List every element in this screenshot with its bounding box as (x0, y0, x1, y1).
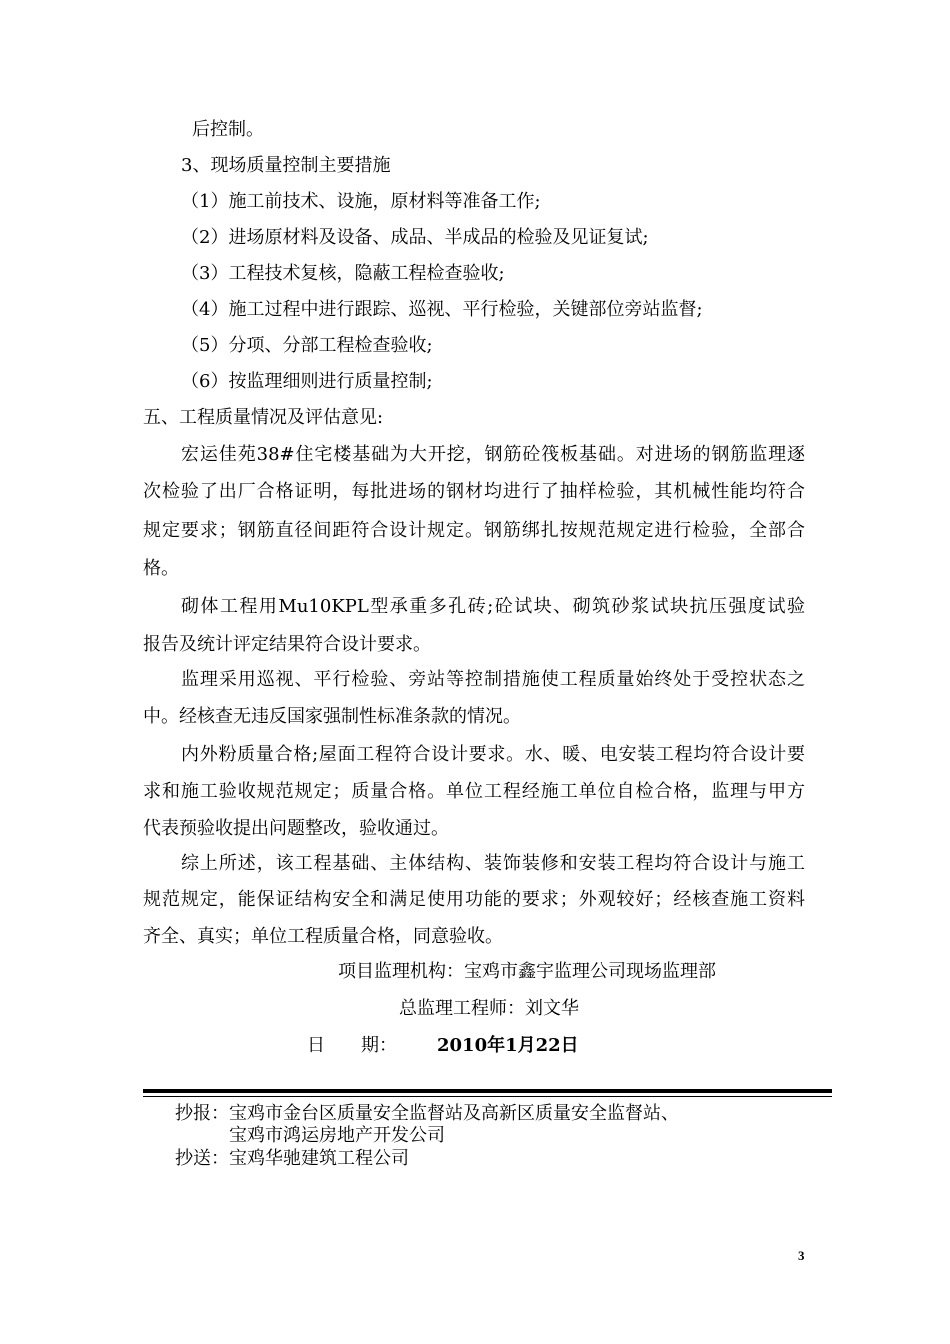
paragraph-line: 监理采用巡视、平行检验、旁站等控制措施使工程质量始终处于受控状态之 (181, 669, 805, 690)
report-to-line: 宝鸡市鸿运房地产开发公司 (229, 1125, 445, 1146)
chief-engineer: 总监理工程师：刘文华 (399, 998, 579, 1019)
report-to-label: 抄报： (175, 1103, 229, 1124)
paragraph-line: 宏运佳苑38#住宅楼基础为大开挖，钢筋砼筏板基础。对进场的钢筋监理逐 (181, 444, 805, 465)
paragraph-line: 中。经核查无违反国家强制性标准条款的情况。 (143, 706, 521, 727)
list-item: （2）进场原材料及设备、成品、半成品的检验及见证复试; (181, 227, 649, 248)
list-item: （3）工程技术复核，隐蔽工程检查验收; (181, 263, 505, 284)
list-item: （1）施工前技术、设施，原材料等准备工作; (181, 191, 541, 212)
divider-thin (143, 1096, 832, 1097)
paragraph-line: 报告及统计评定结果符合设计要求。 (143, 634, 431, 655)
section-heading: 五、工程质量情况及评估意见: (143, 407, 384, 428)
list-item: （5）分项、分部工程检查验收; (181, 335, 433, 356)
paragraph-line: 规定要求；钢筋直径间距符合设计规定。钢筋绑扎按规范规定进行检验，全部合 (143, 520, 805, 541)
paragraph-line: 格。 (143, 558, 179, 579)
copy-to-value: 宝鸡华驰建筑工程公司 (229, 1148, 409, 1169)
paragraph-line: 内外粉质量合格;屋面工程符合设计要求。水、暖、电安装工程均符合设计要 (181, 744, 805, 765)
list-item: （4）施工过程中进行跟踪、巡视、平行检验，关键部位旁站监督; (181, 299, 703, 320)
paragraph-line: 齐全、真实；单位工程质量合格，同意验收。 (143, 926, 503, 947)
divider-thick (143, 1089, 832, 1093)
paragraph-line: 规范规定，能保证结构安全和满足使用功能的要求；外观较好；经核查施工资料 (143, 889, 805, 910)
date-label: 日 期： (307, 1035, 397, 1056)
date-value: 2010年1月22日 (437, 1035, 579, 1056)
section-heading: 3、现场质量控制主要措施 (181, 155, 391, 176)
body-line: 后控制。 (192, 119, 264, 140)
paragraph-line: 砌体工程用Mu10KPL型承重多孔砖;砼试块、砌筑砂浆试块抗压强度试验 (181, 596, 805, 617)
supervision-org: 项目监理机构：宝鸡市鑫宇监理公司现场监理部 (338, 961, 716, 982)
paragraph-line: 代表预验收提出问题整改，验收通过。 (143, 818, 449, 839)
page-number: 3 (798, 1248, 805, 1263)
report-to-line: 宝鸡市金台区质量安全监督站及高新区质量安全监督站、 (229, 1103, 679, 1124)
paragraph-line: 次检验了出厂合格证明，每批进场的钢材均进行了抽样检验，其机械性能均符合 (143, 481, 805, 502)
paragraph-line: 求和施工验收规范规定；质量合格。单位工程经施工单位自检合格，监理与甲方 (143, 781, 805, 802)
paragraph-line: 综上所述，该工程基础、主体结构、装饰装修和安装工程均符合设计与施工 (181, 853, 805, 874)
copy-to-label: 抄送： (175, 1148, 229, 1169)
list-item: （6）按监理细则进行质量控制; (181, 371, 433, 392)
